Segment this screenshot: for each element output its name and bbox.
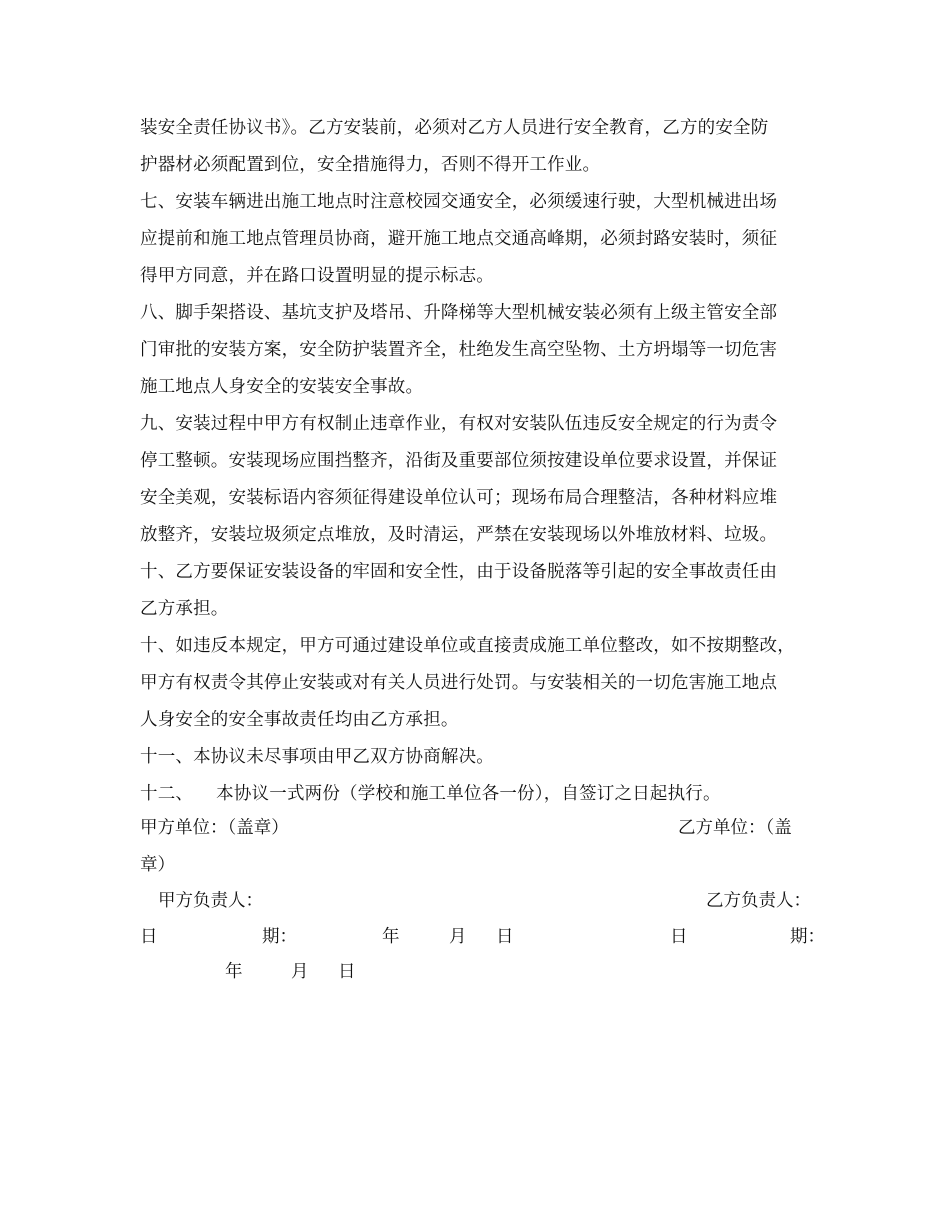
paragraph-line: 门审批的安装方案，安全防护装置齐全，杜绝发生高空坠物、土方坍塌等一切危害	[140, 340, 778, 360]
party-a-unit-label: 甲方单位：（盖章）	[140, 818, 289, 838]
party-b-date-ri: 日	[670, 927, 688, 947]
paragraph-line: 人身安全的安全事故责任均由乙方承担。	[140, 710, 459, 730]
paragraph-line: 放整齐，安装垃圾须定点堆放，及时清运，严禁在安装现场以外堆放材料、垃圾。	[140, 525, 778, 545]
party-b-unit-label-wrap: 章）	[140, 855, 175, 875]
paragraph-line: 八、脚手架搭设、基坑支护及塔吊、升降梯等大型机械安装必须有上级主管安全部	[140, 303, 778, 323]
party-b-unit-label: 乙方单位：（盖	[678, 818, 792, 838]
party-a-date-ri: 日	[140, 927, 158, 947]
paragraph-line: 乙方承担。	[140, 599, 229, 619]
party-b-date-year: 年	[225, 962, 243, 982]
paragraph-line: 得甲方同意，并在路口设置明显的提示标志。	[140, 266, 494, 286]
paragraph-line: 七、安装车辆进出施工地点时注意校园交通安全，必须缓速行驶，大型机械进出场	[140, 192, 778, 212]
party-b-head-label: 乙方负责人：	[706, 891, 811, 911]
paragraph-line: 安全美观，安装标语内容须征得建设单位认可；现场布局合理整洁，各种材料应堆	[140, 488, 778, 508]
paragraph-line: 施工地点人身安全的安装安全事故。	[140, 377, 424, 397]
paragraph-line: 停工整顿。安装现场应围挡整齐，沿街及重要部位须按建设单位要求设置，并保证	[140, 451, 778, 471]
party-a-date-day: 日	[496, 927, 514, 947]
paragraph-line: 十、乙方要保证安装设备的牢固和安全性，由于设备脱落等引起的安全事故责任由	[140, 562, 778, 582]
paragraph-line: 应提前和施工地点管理员协商，避开施工地点交通高峰期，必须封路安装时，须征	[140, 229, 778, 249]
party-a-date-qi: 期：	[262, 927, 297, 947]
party-b-date-qi: 期：	[790, 927, 825, 947]
paragraph-line: 十二、 本协议一式两份（学校和施工单位各一份），自签订之日起执行。	[140, 784, 721, 804]
paragraph-line: 装安全责任协议书》。乙方安装前，必须对乙方人员进行安全教育，乙方的安全防	[140, 118, 769, 138]
paragraph-line: 九、安装过程中甲方有权制止违章作业，有权对安装队伍违反安全规定的行为责令	[140, 414, 778, 434]
paragraph-line: 十一、本协议未尽事项由甲乙双方协商解决。	[140, 747, 494, 767]
paragraph-line: 护器材必须配置到位，安全措施得力，否则不得开工作业。	[140, 155, 601, 175]
paragraph-line: 甲方有权责令其停止安装或对有关人员进行处罚。与安装相关的一切危害施工地点	[140, 673, 778, 693]
party-a-date-month: 月	[449, 927, 467, 947]
paragraph-line: 十、如违反本规定，甲方可通过建设单位或直接责成施工单位整改，如不按期整改，	[140, 636, 795, 656]
party-a-date-year: 年	[382, 927, 400, 947]
party-a-head-label: 甲方负责人：	[158, 891, 263, 911]
party-b-date-month: 月	[291, 962, 309, 982]
party-b-date-day: 日	[338, 962, 356, 982]
